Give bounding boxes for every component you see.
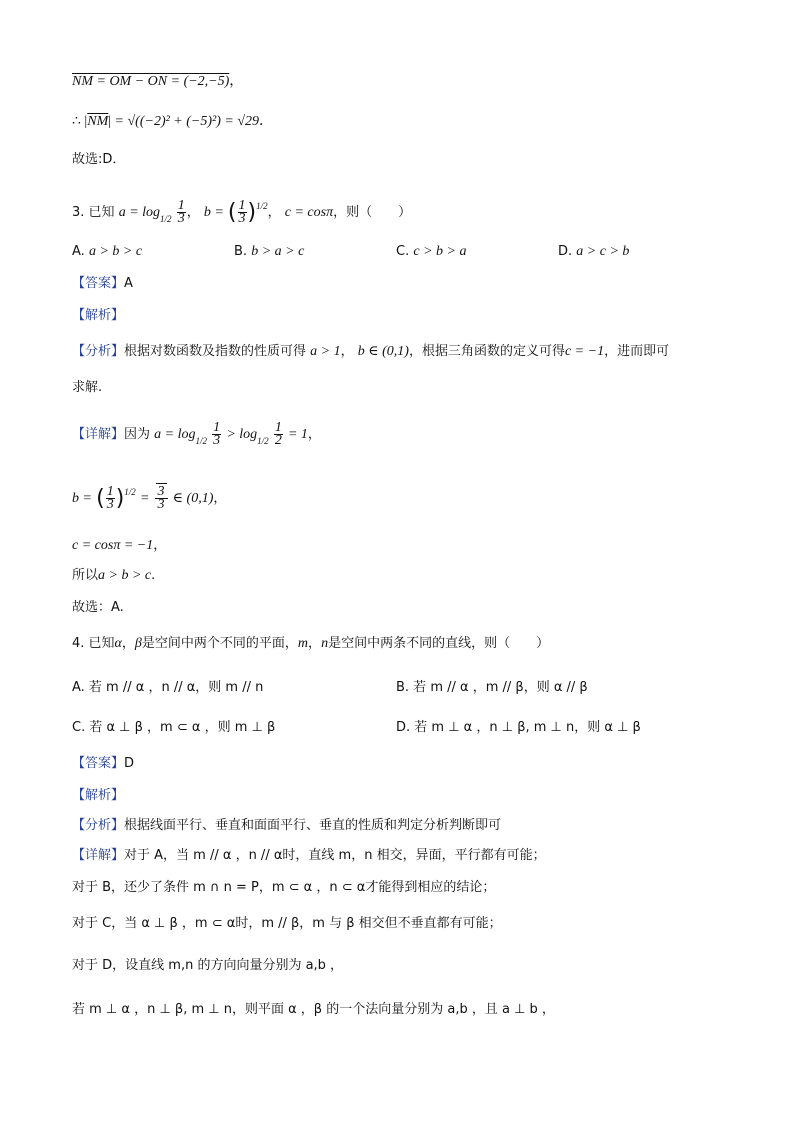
q4-detail-e: 若 m ⊥ α ，n ⊥ β, m ⊥ n，则平面 α ，β 的一个法向量分别为 a,b ，且 a ⊥ b ， — [72, 1002, 555, 1017]
q3-fenxi-line2: 求解. — [72, 380, 103, 395]
q3-a-arg: $\frac{1}{3}$ — [177, 198, 185, 226]
q3-stem: 3. 已知 $a = \log_{1/2}$ $\frac{1}{3}$ ， b = ( $\frac{1}{3}$ )$^{1/2}$， c = cosπ，则（ ） — [72, 198, 412, 226]
vector-nm-expression: NM = OM − ON = (−2,−5) — [72, 74, 230, 89]
separator: ， — [229, 74, 244, 89]
q3-answer — [72, 274, 133, 294]
q3-detail-line2: b = ( $\frac{1}{3}$ )$^{1/2}$ = $\frac{3}{3}$ ∈ (0,1)， — [72, 484, 227, 512]
q4-option-b: B. 若 m // α ，m // β，则 α // β — [396, 680, 588, 695]
therefore-symbol: ∴ — [72, 114, 81, 129]
q3-b-exp: 1/2 — [256, 201, 268, 211]
q4-detail-d: 对于 D，设直线 m,n 的方向向量分别为 a,b ， — [72, 958, 344, 973]
q4-detail-b: 对于 B，还少了条件 m ∩ n = P，m ⊂ α ，n ⊂ α才能得到相应的结论； — [72, 880, 496, 895]
q4-detail-c: 对于 C，当 α ⊥ β ，m ⊂ α时，m // β，m 与 β 相交但不垂直都有可能； — [72, 916, 502, 931]
q3-detail-line3: c = cosπ = −1， — [72, 538, 167, 553]
q3-c-expr: c = cosπ — [284, 205, 334, 220]
q3-option-d: D. a > c > b — [558, 244, 630, 259]
q4-fenxi: 【分析】根据线面平行、垂直和面面平行、垂直的性质和判定分析判断即可 — [72, 818, 502, 833]
q3-a-base: 1/2 — [160, 214, 172, 224]
answer-value: A — [124, 276, 133, 291]
q3-detail-line4: 所以a > b > c. — [72, 568, 156, 583]
q4-answer: 【答案】D — [72, 756, 135, 771]
q3-b-frac: $\frac{1}{3}$ — [238, 198, 246, 226]
q3-fenxi-line1: 【分析】根据对数函数及指数的性质可得 a > 1， b ∈ (0,1)，根据三角函数的定义可得c = −1，进而即可 — [72, 344, 670, 359]
period: ． — [259, 114, 274, 129]
q3-option-c: C. c > b > a — [396, 244, 467, 259]
q3-option-a: A. a > b > c — [72, 244, 143, 259]
q3-number: 3. 已知 — [72, 205, 115, 220]
detail-tag: 【详解】 — [72, 427, 125, 442]
fenxi-tag: 【分析】 — [72, 344, 125, 359]
q4-analysis-tag: 【解析】 — [72, 788, 125, 803]
q3-stem-end: ，则（ ） — [333, 205, 412, 220]
q4-stem: 4. 已知α，β是空间中两个不同的平面，m，n是空间中两条不同的直线，则（ ） — [72, 636, 550, 651]
q4-option-d: D. 若 m ⊥ α ，n ⊥ β, m ⊥ n，则 α ⊥ β — [396, 720, 641, 735]
choice-line-q2: 故选:D． — [72, 152, 126, 167]
q3-analysis-tag: 【解析】 — [72, 308, 125, 323]
q3-b-expr: b = — [203, 205, 224, 220]
q3-a-expr: a = log — [118, 205, 161, 220]
q3-option-b: B. b > a > c — [234, 244, 305, 259]
q4-option-a: A. 若 m // α ，n // α，则 m // n — [72, 680, 264, 695]
q4-detail-a: 【详解】对于 A，当 m // α ，n // α时，直线 m，n 相交，异面，平行都有可能； — [72, 848, 546, 863]
q3-detail-line1: 【详解】因为 $a = \log_{1/2}$ $\frac{1}{3}$ > $\log_{1/2}$ $\frac{1}{2}$ = 1， — [72, 420, 321, 448]
answer-tag: 【答案】 — [72, 276, 125, 291]
magnitude-line: ∴ $|\overline{NM}| = √((-2)^2 + (-5)^2) = √29$． — [72, 114, 274, 129]
magnitude-expression: = √((−2)² + (−5)²) = √29 — [114, 114, 260, 129]
q4-option-c: C. 若 α ⊥ β ，m ⊂ α ，则 m ⊥ β — [72, 720, 276, 735]
vector-nm: $\overline{NM}$ — [87, 114, 109, 129]
vector-nm-line — [72, 72, 243, 92]
q3-choice: 故选：A. — [72, 600, 124, 615]
